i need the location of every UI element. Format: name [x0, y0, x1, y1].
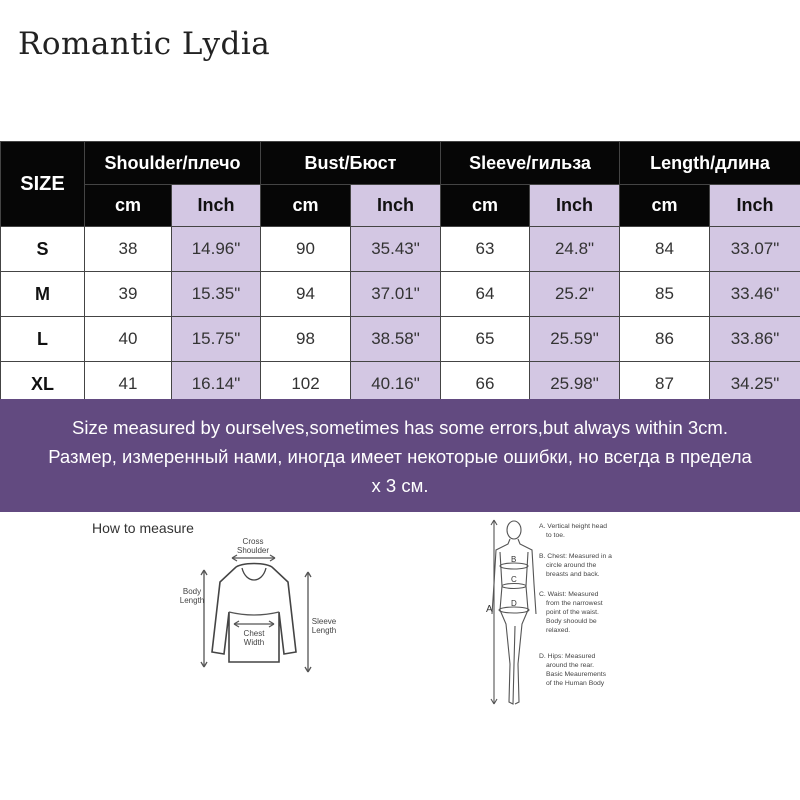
- table-cell: 87: [620, 362, 710, 407]
- size-cell: L: [1, 317, 85, 362]
- note-b-line2: circle around the: [546, 562, 597, 569]
- how-to-measure-section: [0, 512, 800, 800]
- bust-header: Bust/Бюст: [261, 142, 441, 185]
- table-cell: 35.43": [351, 227, 441, 272]
- note-c-line3: point of the waist.: [546, 609, 599, 616]
- note-russian-continued: х 3 см.: [371, 475, 429, 496]
- note-a-line1: A. Vertical height head: [539, 523, 608, 530]
- note-d-line1: D. Hips: Measured: [539, 653, 596, 660]
- table-cell: 38.58": [351, 317, 441, 362]
- size-cell: M: [1, 272, 85, 317]
- table-cell: 66: [441, 362, 530, 407]
- note-c-line2: from the narrowest: [546, 600, 603, 607]
- body-length-label-2: Length: [180, 596, 205, 605]
- table-cell: 14.96": [172, 227, 261, 272]
- how-to-measure-title: How to measure: [92, 520, 194, 536]
- table-cell: 40: [85, 317, 172, 362]
- table-cell: 37.01": [351, 272, 441, 317]
- shoulder-header: Shoulder/плечо: [85, 142, 261, 185]
- table-cell: 34.25": [710, 362, 800, 407]
- length-header: Length/длина: [620, 142, 800, 185]
- cm-unit-header: cm: [620, 185, 710, 227]
- table-cell: 33.86": [710, 317, 800, 362]
- table-cell: 40.16": [351, 362, 441, 407]
- inch-unit-header: Inch: [710, 185, 800, 227]
- sleeve-header: Sleeve/гильза: [441, 142, 620, 185]
- chest-width-label: Chest: [243, 629, 265, 638]
- sleeve-length-label: Sleeve: [311, 617, 337, 626]
- table-row: [1, 227, 800, 272]
- table-cell: 24.8": [530, 227, 620, 272]
- note-d-line4: of the Human Body: [546, 680, 605, 687]
- note-c-line5: relaxed.: [546, 627, 571, 634]
- size-cell: XL: [1, 362, 85, 407]
- table-cell: 33.07": [710, 227, 800, 272]
- inch-unit-header: Inch: [351, 185, 441, 227]
- note-c-line4: Body shoould be: [546, 618, 597, 625]
- note-d-line2: around the rear.: [546, 662, 594, 669]
- note-a-line2: to toe.: [546, 532, 565, 539]
- table-cell: 25.59": [530, 317, 620, 362]
- table-cell: 85: [620, 272, 710, 317]
- note-russian: Размер, измеренный нами, иногда имеет некоторые ошибки, но всегда в предела: [48, 446, 752, 467]
- cm-unit-header: cm: [261, 185, 351, 227]
- table-cell: 98: [261, 317, 351, 362]
- table-row: [1, 317, 800, 362]
- table-cell: 90: [261, 227, 351, 272]
- table-cell: 15.35": [172, 272, 261, 317]
- table-cell: 15.75": [172, 317, 261, 362]
- table-cell: 33.46": [710, 272, 800, 317]
- table-cell: 94: [261, 272, 351, 317]
- note-english: Size measured by ourselves,sometimes has some errors,but always within 3cm.: [72, 417, 728, 438]
- chest-width-label-2: Width: [243, 638, 265, 647]
- table-cell: 86: [620, 317, 710, 362]
- size-column-header: SIZE: [1, 142, 85, 227]
- table-cell: 25.98": [530, 362, 620, 407]
- brand-logo: Romantic Lydia: [18, 26, 271, 62]
- note-b-line1: B. Chest: Measured in a: [539, 553, 612, 560]
- table-cell: 64: [441, 272, 530, 317]
- table-cell: 63: [441, 227, 530, 272]
- note-b-line3: breasts and back.: [546, 571, 600, 578]
- note-d-line3: Basic Meaurements: [546, 671, 607, 678]
- body-measure-chart: [482, 514, 642, 714]
- garment-measure-diagram: [180, 532, 350, 680]
- note-c-line1: C. Waist: Measured: [539, 591, 599, 598]
- label-a: A: [486, 604, 493, 615]
- cm-unit-header: cm: [85, 185, 172, 227]
- inch-unit-header: Inch: [172, 185, 261, 227]
- label-c: C: [511, 575, 517, 584]
- size-cell: S: [1, 227, 85, 272]
- table-cell: 39: [85, 272, 172, 317]
- table-cell: 25.2": [530, 272, 620, 317]
- cross-shoulder-label-2: Shoulder: [236, 546, 270, 555]
- cm-unit-header: cm: [441, 185, 530, 227]
- cross-shoulder-label: Cross: [242, 537, 264, 546]
- table-cell: 84: [620, 227, 710, 272]
- table-row: [1, 272, 800, 317]
- table-cell: 41: [85, 362, 172, 407]
- label-d: D: [511, 599, 517, 608]
- body-length-label: Body: [182, 587, 202, 596]
- label-b: B: [511, 555, 517, 564]
- inch-unit-header: Inch: [530, 185, 620, 227]
- table-cell: 38: [85, 227, 172, 272]
- measurement-note-banner: [0, 399, 800, 512]
- table-cell: 102: [261, 362, 351, 407]
- table-cell: 16.14": [172, 362, 261, 407]
- size-chart-table: [0, 141, 800, 407]
- table-cell: 65: [441, 317, 530, 362]
- sleeve-length-label-2: Length: [311, 626, 337, 635]
